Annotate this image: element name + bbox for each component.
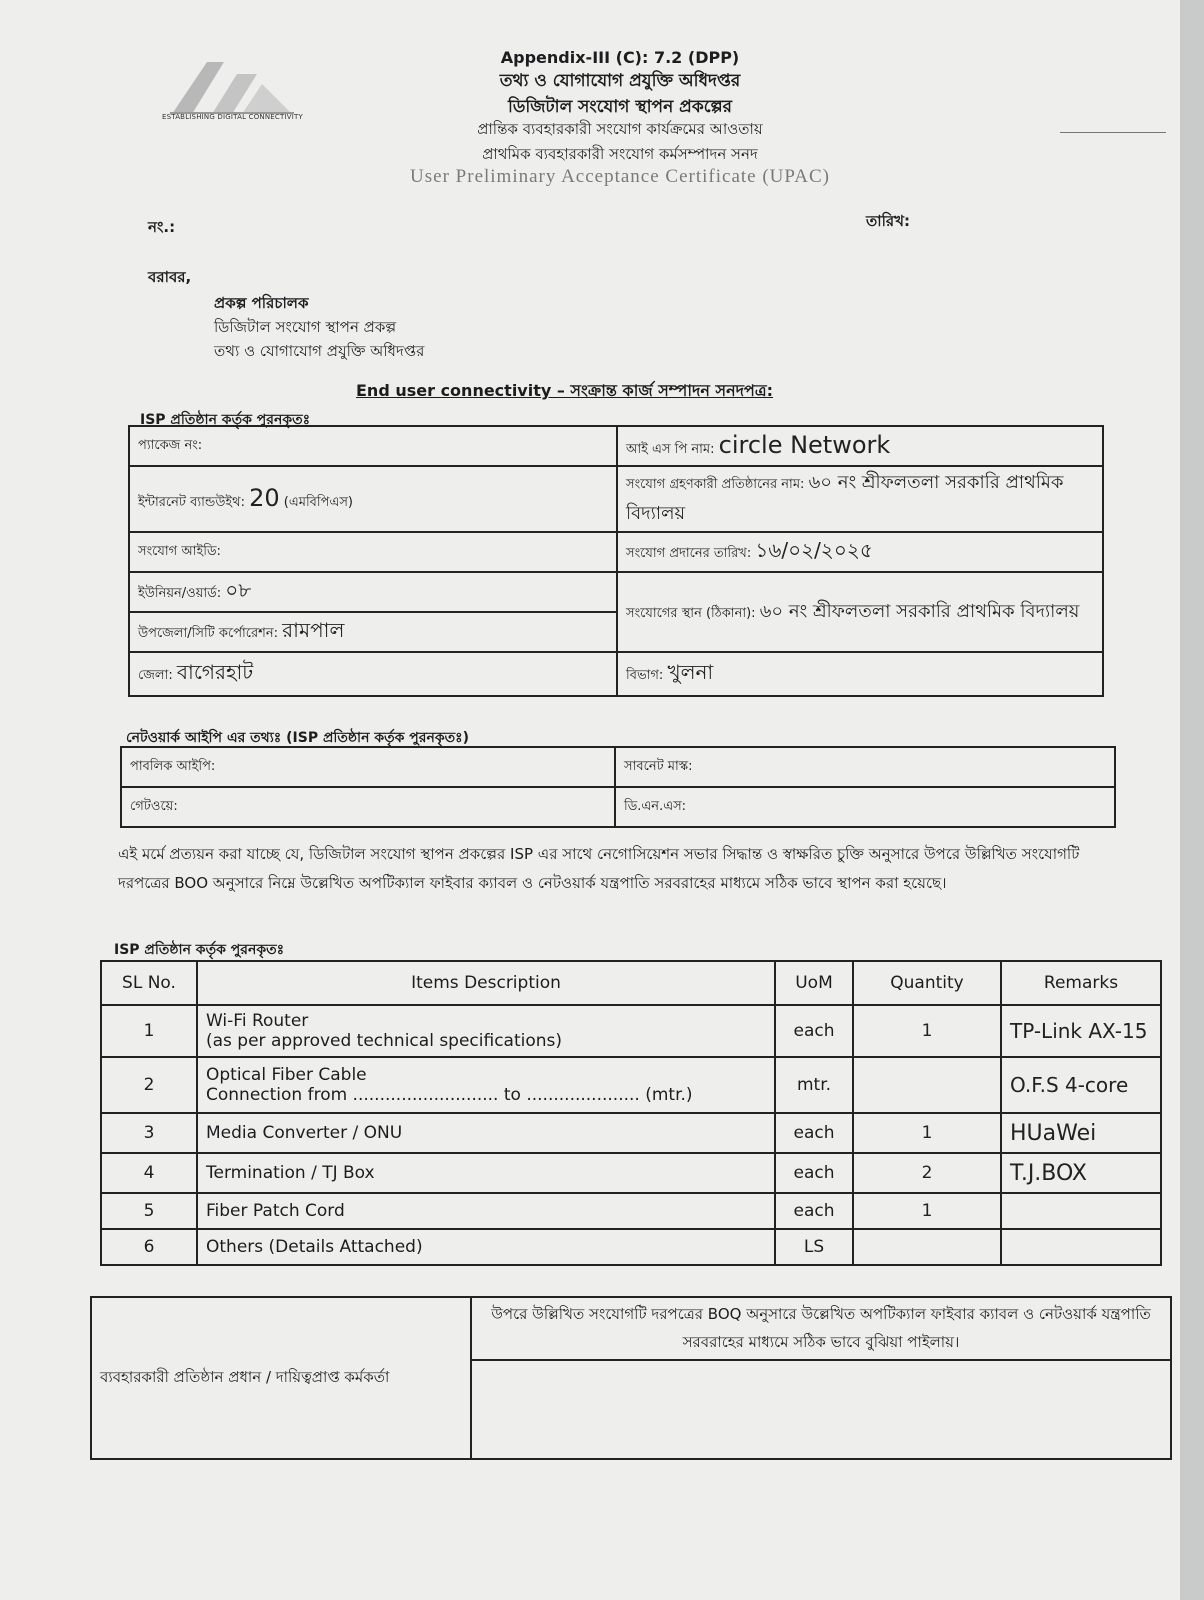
date-label: তারিখ: [866,212,910,230]
row-description [197,1057,775,1113]
union-value: ০৮ [225,577,252,602]
connection-info-table [128,425,1104,697]
items-table [100,960,1162,1266]
row-uom: each [775,1113,853,1153]
connection-date-value: ১৬/০২/২০২৫ [755,537,873,562]
subnet-label: সাবনেট মাস্ক: [624,758,693,774]
bandwidth-value: 20 [249,484,280,512]
dns-cell [615,787,1115,827]
row-remarks [1001,1229,1161,1265]
table-row [101,1005,1161,1057]
row-desc-main: Optical Fiber Cable [206,1065,367,1085]
table-row [101,1153,1161,1193]
division-value: খুলনা [667,659,714,684]
logo-text: ESTABLISHING DIGITAL CONNECTIVITY [162,113,303,121]
network-section-title: নেটওয়ার্ক আইপি এর তথ্যঃ (ISP প্রতিষ্ঠান কর্তৃক পুরনকৃতঃ) [126,730,470,746]
location-label: সংযোগের স্থান (ঠিকানা): [626,605,756,621]
upazila-value: রামপাল [282,617,345,642]
district-value: বাগেরহাট [176,659,254,684]
row-description [197,1153,775,1193]
row-uom: LS [775,1229,853,1265]
acknowledgement-text: উপরে উল্লিখিত সংযোগটি দরপত্রের BOQ অনুসারে উল্লেখিত অপটিক্যাল ফাইবার ক্যাবল ও নেটওয়ার্ক যন্ত্রপাতি সরবরাহের মাধ্যমে সঠিক ভাবে বুঝিয়া পাইলায়। [491,1305,1151,1352]
table-row [101,1193,1161,1229]
district-label: জেলা: [138,667,173,683]
recipient-value: ৬০ নং শ্রীফলতলা সরকারি প্রাথমিক বিদ্যালয় [626,472,1064,524]
table-row [101,1057,1161,1113]
address-line-3: তথ্য ও যোগাযোগ প্রযুক্তি অধিদপ্তর [214,342,425,360]
location-value: ৬০ নং শ্রীফলতলা সরকারি প্রাথমিক বিদ্যালয় [759,600,1080,622]
row-remarks: HUaWei [1001,1113,1161,1153]
bandwidth-cell [129,466,617,532]
row-sl: 2 [101,1057,197,1113]
row-desc-main: Fiber Patch Cord [206,1201,345,1221]
address-line-2: ডিজিটাল সংযোগ স্থাপন প্রকল্প [214,318,397,336]
connection-id-cell [129,532,617,572]
dns-label: ডি.এন.এস: [624,798,687,814]
row-quantity [853,1229,1001,1265]
certification-text: এই মর্মে প্রত্যয়ন করা যাচ্ছে যে, ডিজিটাল সংযোগ স্থাপন প্রকল্পের ISP এর সাথে নেগোসিয়েশন সভার সিদ্ধান্ত ও স্বাক্ষরিত চুক্তি অনুসারে উপরে উল্লিখিত সংযোগটি দরপত্রের BOO অনুসারে নিম্নে উল্লেখিত অপটিক্যাল ফাইবার ক্যাবল ও নেটওয়ার্ক যন্ত্রপাতি সরবরাহের মাধ্যমে সঠিক ভাবে স্থাপন করা হয়েছে। [118,845,1080,892]
row-sl: 5 [101,1193,197,1229]
row-description [197,1005,775,1057]
table-row [101,1113,1161,1153]
row-remarks [1001,1193,1161,1229]
items-header-row [101,961,1161,1005]
signatory-label-cell [91,1297,471,1459]
header-line-1: তথ্য ও যোগাযোগ প্রযুক্তি অধিদপ্তর [499,71,741,91]
bandwidth-label: ইন্টারনেট ব্যান্ডউইথ: [138,495,245,510]
row-desc-sub: (as per approved technical specifications) [206,1031,563,1051]
row-desc-main: Others (Details Attached) [206,1237,423,1257]
isp-name-cell [617,426,1103,466]
recipient-label: সংযোগ গ্রহণকারী প্রতিষ্ঠানের নাম: [626,477,805,492]
package-cell [129,426,617,466]
row-sl: 3 [101,1113,197,1153]
signature-table [90,1296,1172,1460]
row-sl: 4 [101,1153,197,1193]
header-uom: UoM [775,961,853,1005]
row-remarks: T.J.BOX [1001,1153,1161,1193]
subject-line: End user connectivity – সংক্রান্ত কার্জ সম্পাদন সনদপত্র: [356,381,774,400]
row-quantity: 1 [853,1193,1001,1229]
union-label: ইউনিয়ন/ওয়ার্ড: [138,585,222,601]
number-label: নং.: [148,218,176,236]
row-remarks: O.F.S 4-core [1001,1057,1161,1113]
gateway-label: গেটওয়ে: [130,798,178,814]
row-desc-sub: Connection from ........................... to ..................... (mtr.) [206,1085,693,1105]
public-ip-cell [121,747,615,787]
address-line-1: প্রকল্প পরিচালক [214,294,309,312]
row-uom: mtr. [775,1057,853,1113]
public-ip-label: পাবলিক আইপি: [130,758,216,774]
gateway-cell [121,787,615,827]
header-description: Items Description [197,961,775,1005]
header-line-2: ডিজিটাল সংযোগ স্থাপন প্রকল্পের [507,97,733,117]
union-cell [129,572,617,612]
isp-name-label: আই এস পি নাম: [626,442,715,457]
table-row [101,1229,1161,1265]
bandwidth-unit: (এমবিপিএস) [283,495,354,510]
row-description [197,1193,775,1229]
row-desc-main: Termination / TJ Box [206,1163,375,1183]
header-line-4: প্রাথমিক ব্যবহারকারী সংযোগ কর্মসম্পাদন সনদ [482,145,758,163]
connection-id-label: সংযোগ আইডি: [138,543,221,559]
row-uom: each [775,1153,853,1193]
row-quantity [853,1057,1001,1113]
certificate-title: User Preliminary Acceptance Certificate (UPAC) [410,166,830,187]
header-quantity: Quantity [853,961,1001,1005]
address-to: বরাবর, [148,268,192,286]
network-info-table [120,746,1116,828]
row-description [197,1113,775,1153]
division-label: বিভাগ: [626,667,664,683]
package-label: প্যাকেজ নং: [138,437,203,453]
location-cell [617,572,1103,652]
signatory-label: ব্যবহারকারী প্রতিষ্ঠান প্রধান / দায়িত্বপ্রাপ্ত কর্মকর্তা [100,1367,390,1386]
row-description [197,1229,775,1265]
row-sl: 6 [101,1229,197,1265]
subnet-cell [615,747,1115,787]
connection-date-label: সংযোগ প্রদানের তারিখ: [626,545,752,561]
row-uom: each [775,1193,853,1229]
connection-date-cell [617,532,1103,572]
row-quantity: 1 [853,1113,1001,1153]
header-line-3: প্রান্তিক ব্যবহারকারী সংযোগ কার্যক্রমের আওতায় [477,120,763,138]
isp-section-label: ISP প্রতিষ্ঠান কর্তৃক পুরনকৃতঃ [140,412,311,428]
row-quantity: 2 [853,1153,1001,1193]
signature-area [471,1360,1171,1459]
items-section-label: ISP প্রতিষ্ঠান কর্তৃক পুরনকৃতঃ [114,942,285,958]
divider [1060,132,1166,133]
acknowledgement-cell [471,1297,1171,1360]
division-cell [617,652,1103,696]
district-cell [129,652,617,696]
appendix-ref: Appendix-III (C): 7.2 (DPP) [500,48,740,67]
row-uom: each [775,1005,853,1057]
upazila-label: উপজেলা/সিটি কর্পোরেশন: [138,625,279,641]
header-remarks: Remarks [1001,961,1161,1005]
row-remarks: TP-Link AX-15 [1001,1005,1161,1057]
row-desc-main: Media Converter / ONU [206,1123,403,1143]
row-quantity: 1 [853,1005,1001,1057]
row-desc-main: Wi-Fi Router [206,1011,309,1031]
header-sl: SL No. [101,961,197,1005]
upazila-cell [129,612,617,652]
row-sl: 1 [101,1005,197,1057]
recipient-cell [617,466,1103,532]
isp-name-value: circle Network [718,431,891,459]
